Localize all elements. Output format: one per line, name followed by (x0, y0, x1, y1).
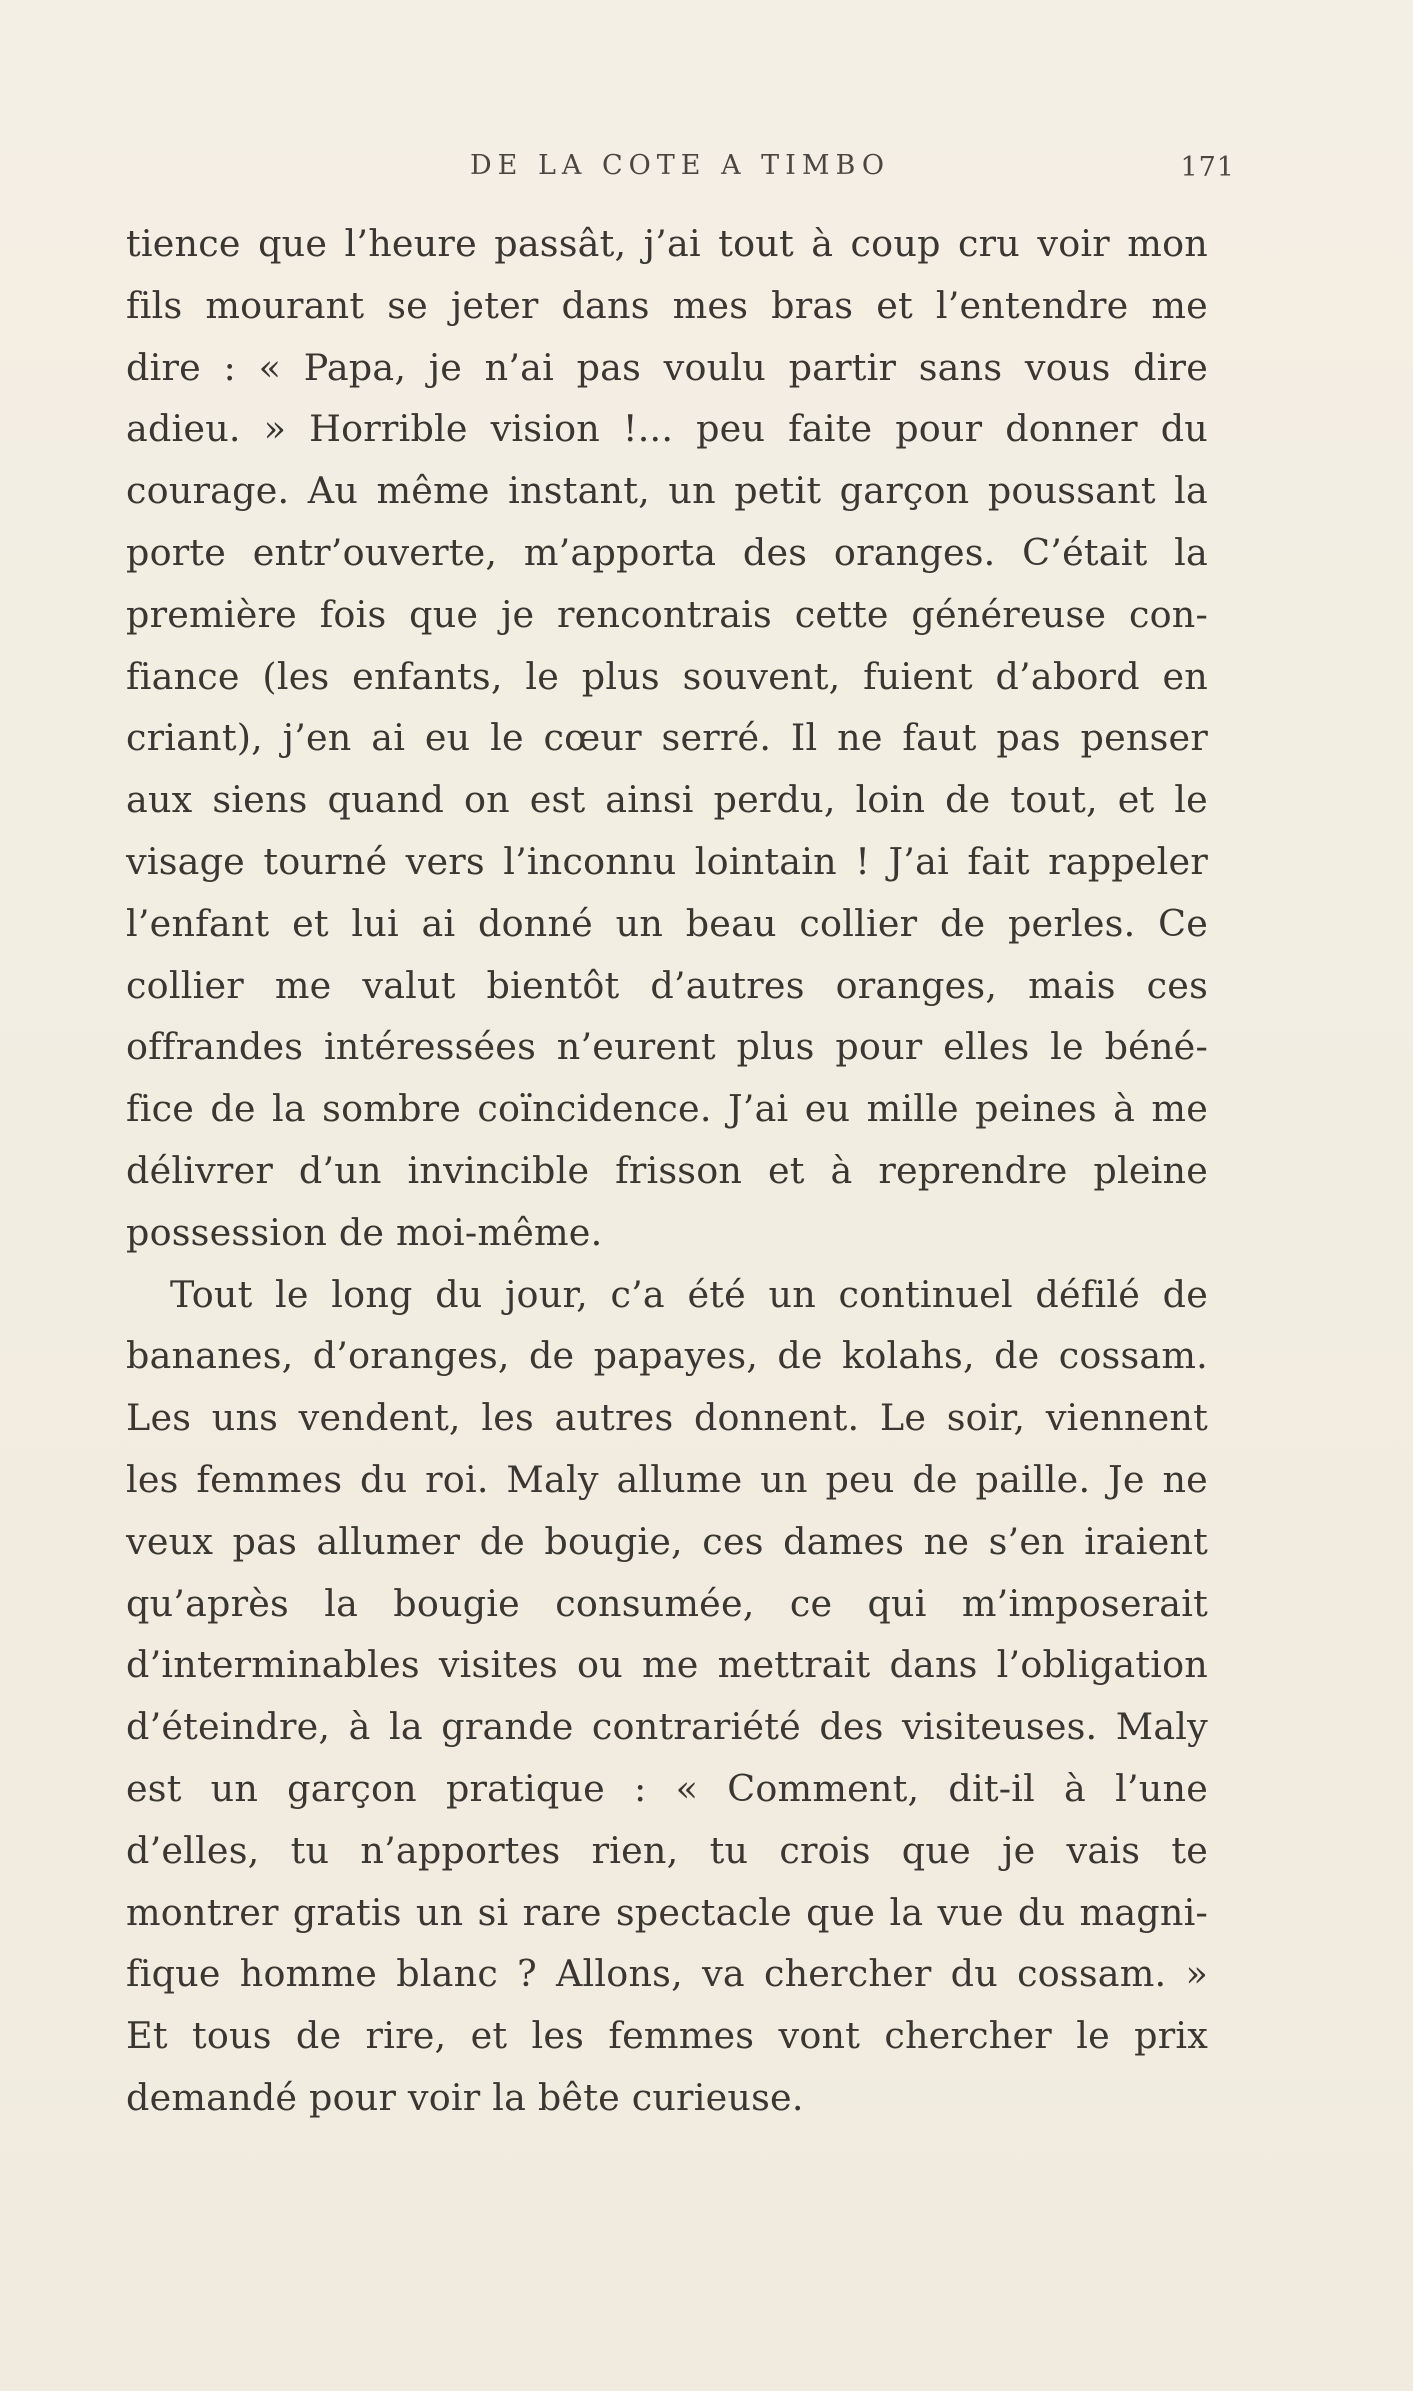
text-line: d’interminables visites ou me mettrait dans l’obligation (126, 1643, 1208, 1687)
text-line: les femmes du roi. Maly allume un peu de paille. Je ne (126, 1457, 1208, 1501)
text-line: collier me valut bientôt d’autres oranges, mais ces (126, 963, 1208, 1007)
text-line: l’enfant et lui ai donné un beau collier de perles. Ce (126, 901, 1208, 945)
running-head (125, 150, 1235, 190)
text-line: première fois que je rencontrais cette généreuse con- (126, 592, 1208, 636)
text-line: criant), j’en ai eu le cœur serré. Il ne faut pas penser (126, 716, 1208, 760)
body-text (126, 213, 1208, 2129)
text-line: délivrer d’un invincible frisson et à reprendre pleine (126, 1148, 1208, 1192)
text-line: offrandes intéressées n’eurent plus pour elles le béné- (126, 1025, 1208, 1069)
text-line: montrer gratis un si rare spectacle que la vue du magni- (126, 1890, 1208, 1934)
text-line: fiance (les enfants, le plus souvent, fuient d’abord en (126, 654, 1208, 698)
text-line: veux pas allumer de bougie, ces dames ne s’en iraient (126, 1519, 1208, 1563)
text-line: fice de la sombre coïncidence. J’ai eu mille peines à me (126, 1087, 1208, 1131)
text-line: est un garçon pratique : « Comment, dit-il à l’une (126, 1766, 1208, 1810)
page-number: 171 (1180, 152, 1235, 183)
text-line: dire : « Papa, je n’ai pas voulu partir sans vous dire (126, 345, 1208, 389)
text-line: bananes, d’oranges, de papayes, de kolahs, de cossam. (126, 1334, 1208, 1378)
text-line: visage tourné vers l’inconnu lointain ! J’ai fait rappeler (126, 839, 1208, 883)
text-line: courage. Au même instant, un petit garçon poussant la (126, 469, 1208, 513)
text-line: qu’après la bougie consumée, ce qui m’imposerait (126, 1581, 1208, 1625)
text-line: d’éteindre, à la grande contrariété des visiteuses. Maly (126, 1705, 1208, 1749)
paragraph-end-line: possession de moi-même. (126, 1210, 603, 1254)
text-line: aux siens quand on est ainsi perdu, loin de tout, et le (126, 778, 1208, 822)
running-title: DE LA COTE A TIMBO (470, 150, 890, 181)
text-line: fils mourant se jeter dans mes bras et l’entendre me (126, 283, 1208, 327)
paragraph-start-line: Tout le long du jour, c’a été un continuel défilé de (170, 1272, 1208, 1316)
text-line: d’elles, tu n’apportes rien, tu crois que je vais te (126, 1828, 1208, 1872)
text-line: tience que l’heure passât, j’ai tout à coup cru voir mon (126, 222, 1208, 265)
text-line: Et tous de rire, et les femmes vont chercher le prix (126, 2014, 1208, 2058)
text-line: fique homme blanc ? Allons, va chercher du cossam. » (126, 1952, 1208, 1996)
text-line: Les uns vendent, les autres donnent. Le soir, viennent (126, 1396, 1208, 1440)
paragraph-end-line: demandé pour voir la bête curieuse. (126, 2075, 804, 2119)
text-line: adieu. » Horrible vision !... peu faite pour donner du (126, 407, 1208, 451)
text-line: porte entr’ouverte, m’apporta des oranges. C’était la (126, 530, 1208, 574)
